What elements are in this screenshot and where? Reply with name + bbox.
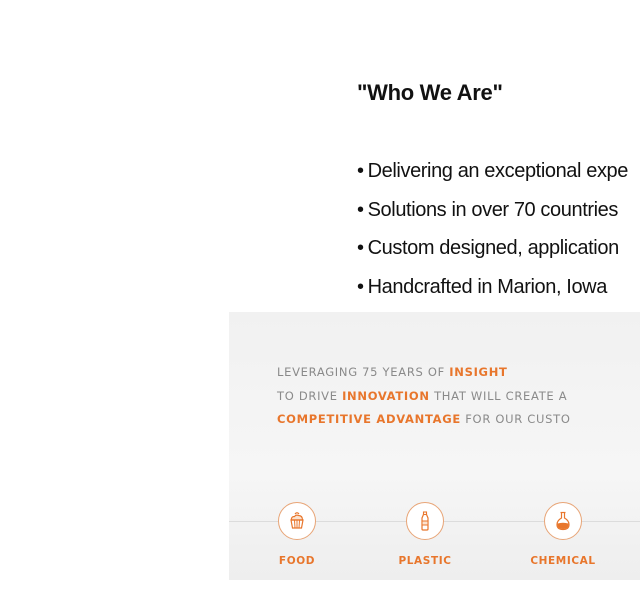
industry-label: PLASTIC bbox=[398, 555, 452, 567]
cupcake-icon bbox=[278, 502, 316, 540]
list-item bbox=[357, 234, 628, 273]
bullet-text: Handcrafted in Marion, Iowa bbox=[367, 275, 607, 298]
bullet-dot: • bbox=[357, 237, 364, 259]
bullet-dot: • bbox=[357, 275, 364, 298]
tagline-line bbox=[277, 388, 571, 412]
list-item bbox=[357, 196, 628, 235]
banner-tagline bbox=[277, 364, 571, 435]
tagline-text: THAT WILL CREATE A bbox=[429, 388, 568, 403]
tagline-line bbox=[277, 411, 571, 435]
industry-label: CHEMICAL bbox=[530, 555, 596, 567]
bullet-text: Solutions in over 70 countries bbox=[367, 198, 618, 221]
insight-banner bbox=[229, 312, 640, 580]
industry-label: FOOD bbox=[278, 555, 316, 567]
bullet-text: Custom designed, application bbox=[367, 237, 619, 259]
bullet-dot: • bbox=[357, 160, 364, 182]
tagline-text: TO DRIVE bbox=[277, 388, 343, 403]
flask-icon bbox=[544, 502, 582, 540]
tagline-highlight: COMPETITIVE ADVANTAGE bbox=[277, 412, 461, 426]
section-heading: "Who We Are" bbox=[357, 80, 503, 105]
list-item bbox=[357, 273, 628, 312]
bullet-list bbox=[357, 157, 628, 311]
industry-chemical[interactable] bbox=[523, 502, 603, 567]
tagline-highlight: INNOVATION bbox=[342, 388, 430, 403]
tagline-text: FOR OUR CUSTO bbox=[460, 412, 571, 426]
bullet-text: Delivering an exceptional expe bbox=[367, 160, 629, 182]
tagline-text: LEVERAGING 75 YEARS OF bbox=[277, 365, 450, 379]
list-item bbox=[357, 157, 628, 196]
tagline-line bbox=[277, 364, 571, 388]
industry-plastic[interactable] bbox=[385, 502, 465, 567]
bottle-icon bbox=[406, 502, 444, 540]
tagline-highlight: INSIGHT bbox=[449, 365, 508, 379]
bullet-dot: • bbox=[357, 198, 364, 221]
industry-food[interactable] bbox=[257, 502, 337, 567]
